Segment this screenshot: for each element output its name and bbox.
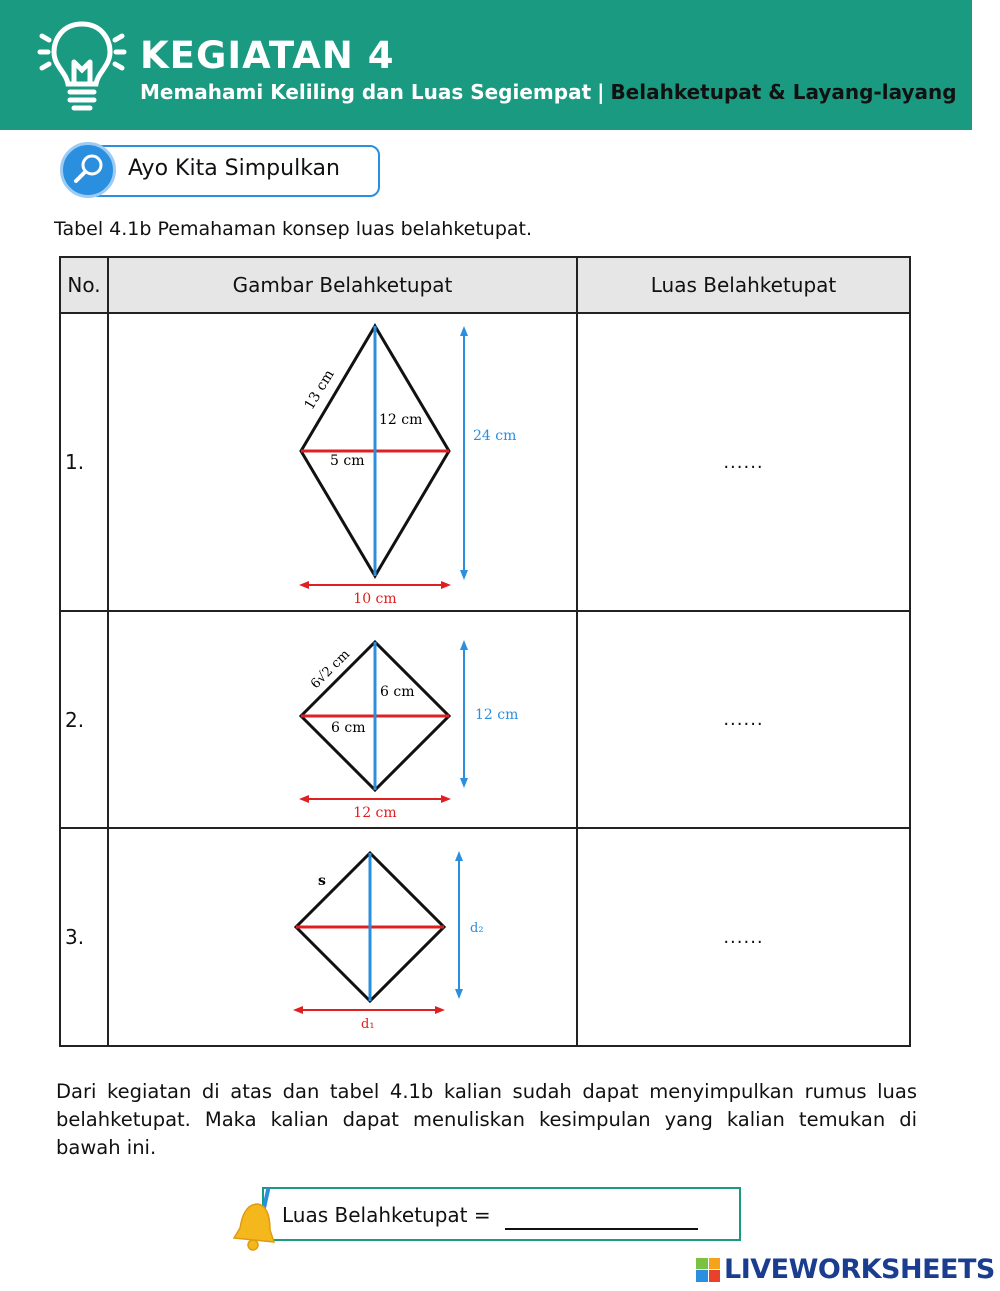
- table-header-row: [60, 257, 910, 313]
- label-side: s: [318, 873, 326, 889]
- answer-field[interactable]: ......: [577, 611, 910, 828]
- label-side: 6√2 cm: [308, 647, 354, 693]
- section-badge: [60, 142, 378, 198]
- label-half-horizontal: 6 cm: [331, 720, 366, 736]
- table-caption: Tabel 4.1b Pemahaman konsep luas belahketupat.: [54, 218, 533, 240]
- row-number: 2.: [60, 611, 108, 828]
- badge-circle: [60, 142, 116, 198]
- label-half-vertical: 12 cm: [379, 412, 423, 428]
- label-half-vertical: 6 cm: [380, 684, 415, 700]
- label-side: 13 cm: [301, 367, 338, 413]
- formula-answer-line[interactable]: [505, 1228, 698, 1230]
- arrow-left-icon: [299, 581, 309, 589]
- arrow-right-icon: [435, 1006, 445, 1014]
- label-horizontal: d₁: [361, 1017, 375, 1032]
- arrow-up-icon: [460, 640, 468, 650]
- label-vertical: 12 cm: [475, 707, 519, 723]
- answer-field[interactable]: ......: [577, 828, 910, 1046]
- bell-icon: [228, 1188, 280, 1252]
- rhombus-figure-3: [108, 828, 577, 1046]
- arrow-up-icon: [460, 326, 468, 336]
- page-subtitle: [140, 80, 957, 104]
- arrow-right-icon: [441, 581, 451, 589]
- lightbulb-icon: [32, 14, 132, 118]
- label-horizontal: 10 cm: [353, 591, 397, 607]
- arrow-down-icon: [460, 778, 468, 788]
- header-area: Luas Belahketupat: [577, 257, 910, 313]
- magnifier-icon: [63, 145, 113, 195]
- rhombus-figure-1: [108, 313, 577, 611]
- label-vertical: 24 cm: [473, 428, 517, 444]
- answer-field[interactable]: ......: [577, 313, 910, 611]
- arrow-down-icon: [455, 989, 463, 999]
- row-number: 3.: [60, 828, 108, 1046]
- arrow-up-icon: [455, 851, 463, 861]
- liveworksheets-logo: [696, 1254, 995, 1285]
- arrow-left-icon: [299, 795, 309, 803]
- row-number: 1.: [60, 313, 108, 611]
- arrow-right-icon: [441, 795, 451, 803]
- liveworksheets-icon: [696, 1258, 720, 1282]
- table-row: [60, 828, 910, 1046]
- subtitle-topic: Belahketupat & Layang-layang: [610, 80, 957, 104]
- conclusion-paragraph: Dari kegiatan di atas dan tabel 4.1b kalian sudah dapat menyimpulkan rumus luas belahketupat. Maka kalian dapat menuliskan kesimpulan yang kalian temukan di bawah ini.: [56, 1080, 917, 1159]
- header-figure: Gambar Belahketupat: [108, 257, 577, 313]
- formula-label: Luas Belahketupat =: [282, 1203, 491, 1227]
- table-row: [60, 611, 910, 828]
- label-half-horizontal: 5 cm: [330, 453, 365, 469]
- label-horizontal: 12 cm: [353, 805, 397, 821]
- arrow-down-icon: [460, 570, 468, 580]
- rhombus-figure-2: [108, 611, 577, 828]
- header-banner: [0, 0, 972, 130]
- liveworksheets-brand: LIVEWORKSHEETS: [724, 1254, 995, 1285]
- badge-label: Ayo Kita Simpulkan: [128, 156, 340, 181]
- arrow-left-icon: [293, 1006, 303, 1014]
- page-title: KEGIATAN 4: [140, 34, 395, 77]
- label-vertical: d₂: [470, 921, 484, 936]
- table-row: [60, 313, 910, 611]
- header-no: No.: [60, 257, 108, 313]
- subtitle-separator: |: [597, 80, 605, 104]
- subtitle-main: Memahami Keliling dan Luas Segiempat: [140, 80, 592, 104]
- rhombus-table: [59, 256, 911, 1047]
